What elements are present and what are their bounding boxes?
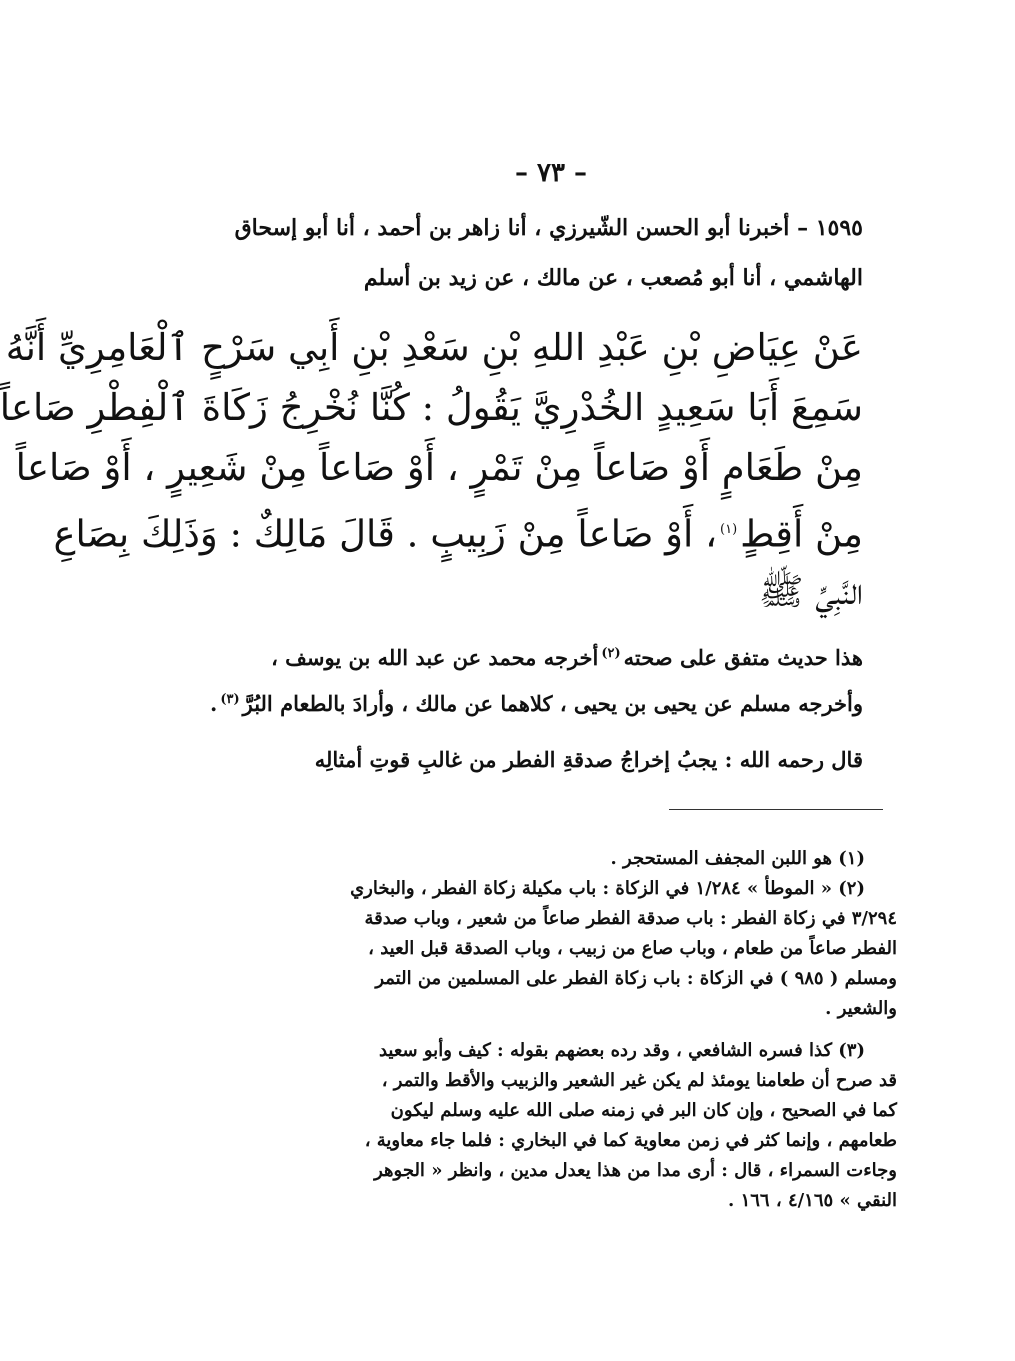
hadith-line-3: مِنْ طَعَامٍ أَوْ صَاعاً مِنْ تَمْرٍ ، أَوْ صَاعاً مِنْ شَعِيرٍ ، أَوْ صَاعاً [15,446,863,489]
footnote-separator [669,809,883,810]
footnote-3-line-2: قد صرح أن طعامنا يومئذ لم يكن غير الشعير والزبيب والأقط والتمر ، [381,1070,897,1091]
footnote-2-line-5: والشعير . [825,998,897,1019]
footnote-marker-3: (٣) [220,692,240,707]
footnote-3-line-5: وجاءت السمراء ، قال : أرى مدا من هذا يعدل مدين ، وانظر « الجوهر [374,1160,897,1181]
isnad-line-2: الهاشمي ، أنا أبو مُصعب ، عن مالك ، عن زيد بن أسلم [363,265,863,291]
footnote-2-line-4: ومسلم ( ٩٨٥ ) في الزكاة : باب زكاة الفطر على المسلمين من التمر [375,968,897,989]
footnote-3-line-1: (٣) كذا فسره الشافعي ، وقد رده بعضهم بقوله : كيف وأبو سعيد [378,1040,865,1061]
commentary-line-2-start: وأخرجه مسلم عن يحيى بن يحيى ، كلاهما عن مالك ، وأرادَ بالطعام البُرَّ [242,691,863,716]
hadith-line-5: النَّبِيِّ ﷺ [758,570,863,613]
hadith-line-4-end: ، أَوْ صَاعاً مِنْ زَبِيبٍ . قَالَ مَالِكٌ : وَذَلِكَ بِصَاعِ [53,512,718,556]
commentary-line-1-end: أخرجه محمد عن عبد الله بن يوسف ، [271,645,599,670]
footnote-marker-1: (١) [720,522,738,537]
hadith-line-4 [53,500,863,564]
footnote-3-line-4: طعامهم ، وإنما كثر في زمن معاوية كما في البخاري : فلما جاء معاوية ، [364,1130,897,1151]
footnote-1: (١) هو اللبن المجفف المستحجر . [610,848,865,869]
hadith-line-1: عَنْ عِيَاضِ بْنِ عَبْدِ اللهِ بْنِ سَعْدِ بْنِ أَبِي سَرْحٍ ٱلْعَامِرِيِّ أَنَّهُ [5,326,863,369]
footnote-3-line-6: النقي » ٤/١٦٥ ، ١٦٦ . [728,1190,897,1211]
footnote-2-line-3: الفطر صاعاً من طعام ، وباب صاع من زبيب ، وباب الصدقة قبل العيد ، [368,938,897,959]
footnote-marker-2: (٢) [601,646,621,661]
commentary-line-2 [210,680,863,724]
commentary-line-1 [253,634,863,678]
hadith-line-2: سَمِعَ أَبَا سَعِيدٍ الخُدْرِيَّ يَقُولُ : كُنَّا نُخْرِجُ زَكَاةَ ٱلْفِطْرِ صَاعاً [0,386,863,429]
commentary-line-3: قال رحمه الله : يجبُ إخراجُ صدقةِ الفطر من غالبِ قوتِ أمثالِه [314,747,863,772]
hadith-line-4-start: مِنْ أَقِطٍ [740,512,863,556]
footnote-2-line-1: (٢) « الموطأ » ١/٢٨٤ في الزكاة : باب مكيلة زكاة الفطر ، والبخاري [350,878,865,899]
commentary-line-2-end: . [210,691,218,716]
footnote-3-line-3: كما في الصحيح ، وإن كان البر في زمنه صلى الله عليه وسلم ليكون [390,1100,897,1121]
footnote-2-line-2: ٣/٢٩٤ في زكاة الفطر : باب صدقة الفطر صاعاً من شعير ، وباب صدقة [364,908,897,929]
commentary-line-1-start: هذا حديث متفق على صحته [623,645,863,670]
page-number: – ٧٣ – [514,158,588,188]
isnad-line-1: ١٥٩٥ – أخبرنا أبو الحسن الشّيرزي ، أنا زاهر بن أحمد ، أنا أبو إسحاق [234,215,863,241]
